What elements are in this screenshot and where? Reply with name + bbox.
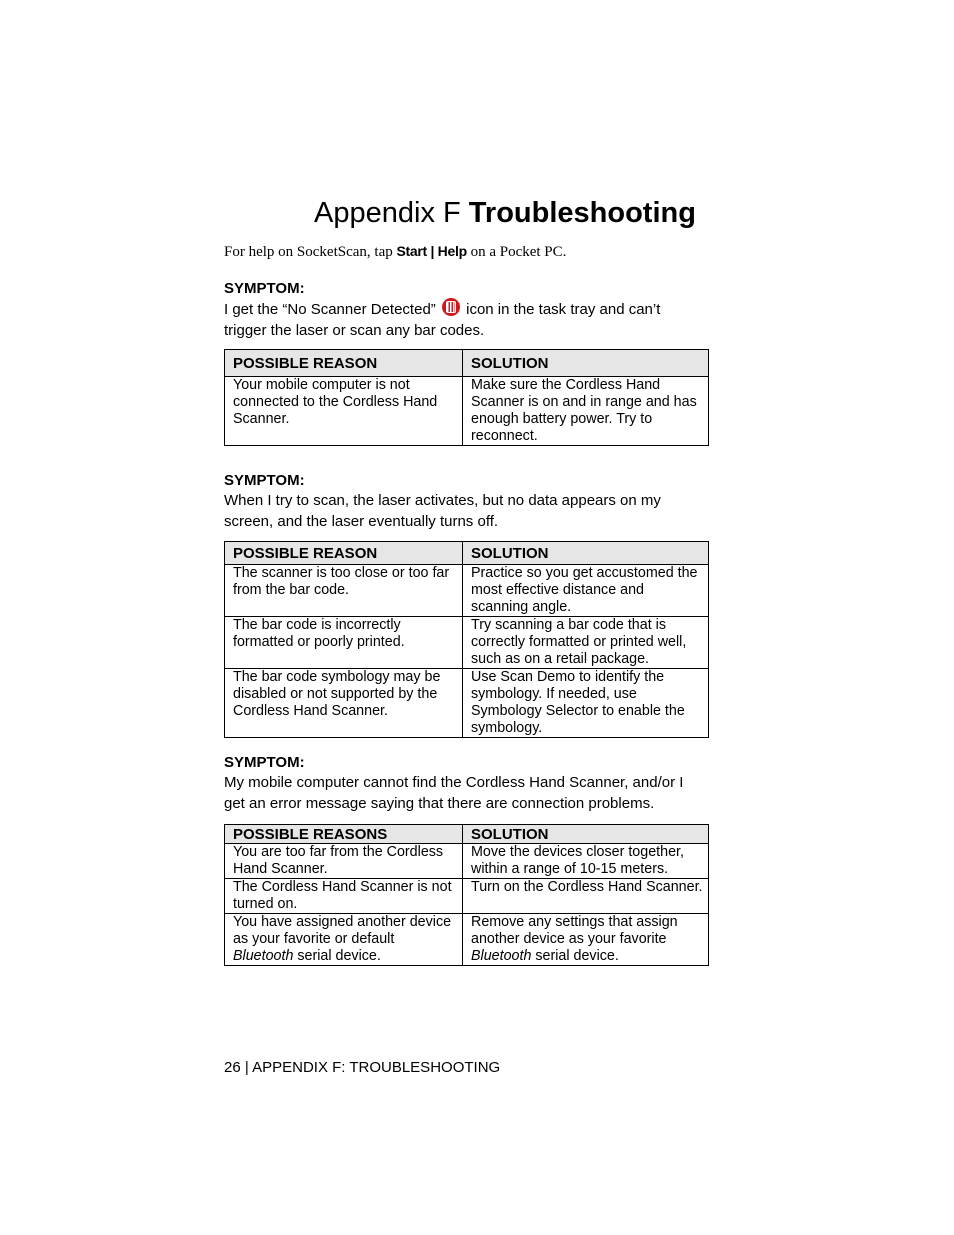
table-row	[225, 565, 709, 617]
solution-cell	[463, 914, 709, 966]
reason-cell: The bar code is incorrectly formatted or poorly printed.	[225, 617, 463, 669]
solution-cell: Try scanning a bar code that is correctly formatted or printed well, such as on a retail package.	[463, 617, 709, 669]
header-reason: POSSIBLE REASONS	[225, 825, 463, 844]
symptom-1-label: SYMPTOM:	[224, 280, 305, 297]
reason-cell: The bar code symbology may be disabled or not supported by the Cordless Hand Scanner.	[225, 669, 463, 738]
title-main: Troubleshooting	[468, 197, 696, 229]
symptom-2-label: SYMPTOM:	[224, 472, 305, 489]
symptom-1-text	[224, 298, 704, 341]
header-reason: POSSIBLE REASON	[225, 542, 463, 565]
reason-cell	[225, 914, 463, 966]
intro-keys: Start | Help	[396, 243, 467, 259]
page-footer: 26 | APPENDIX F: TROUBLESHOOTING	[224, 1059, 501, 1076]
symptom-2-table	[224, 541, 709, 738]
table-header-row	[225, 542, 709, 565]
reason-cell: You are too far from the Cordless Hand Scanner.	[225, 844, 463, 879]
symptom-3-text: My mobile computer cannot find the Cordless Hand Scanner, and/or I get an error message saying that there are connection problems.	[224, 774, 684, 812]
solution-cell: Use Scan Demo to identify the symbology. If needed, use Symbology Selector to enable the symbology.	[463, 669, 709, 738]
symptom-1-text-after: icon in the task tray and can’t trigger the laser or scan any bar codes.	[224, 301, 661, 339]
solution-italic-text: Bluetooth	[471, 948, 532, 964]
symptom-1-text-before: I get the “No Scanner Detected”	[224, 301, 436, 318]
header-solution: SOLUTION	[463, 542, 709, 565]
symptom-1-table	[224, 349, 709, 446]
reason-italic-text: Bluetooth	[233, 948, 294, 964]
solution-cell: Turn on the Cordless Hand Scanner.	[463, 879, 709, 914]
table-header-row	[225, 825, 709, 844]
symptom-2-text: When I try to scan, the laser activates, but no data appears on my screen, and the laser eventually turns off.	[224, 492, 661, 530]
reason-text: You have assigned another device as your favorite or default	[233, 914, 452, 947]
solution-text-end: serial device.	[531, 948, 619, 964]
table-row	[225, 377, 709, 446]
reason-cell: Your mobile computer is not connected to the Cordless Hand Scanner.	[225, 377, 463, 446]
table-row	[225, 879, 709, 914]
header-solution: SOLUTION	[463, 825, 709, 844]
header-reason: POSSIBLE REASON	[225, 350, 463, 377]
page-title	[0, 193, 954, 233]
solution-cell: Practice so you get accustomed the most effective distance and scanning angle.	[463, 565, 709, 617]
reason-cell: The Cordless Hand Scanner is not turned on.	[225, 879, 463, 914]
table-row	[225, 669, 709, 738]
table-row	[225, 617, 709, 669]
title-prefix: Appendix F	[314, 197, 461, 229]
reason-cell: The scanner is too close or too far from the bar code.	[225, 565, 463, 617]
intro-before: For help on SocketScan, tap	[224, 244, 397, 260]
intro-after: on a Pocket PC.	[466, 244, 567, 260]
table-row	[225, 844, 709, 879]
solution-cell: Move the devices closer together, within a range of 10-15 meters.	[463, 844, 709, 879]
symptom-3-table	[224, 824, 709, 966]
symptom-3-label: SYMPTOM:	[224, 754, 305, 771]
intro-text	[224, 241, 566, 262]
solution-cell: Make sure the Cordless Hand Scanner is on and in range and has enough battery power. Try to reconnect.	[463, 377, 709, 446]
table-header-row	[225, 350, 709, 377]
table-row	[225, 914, 709, 966]
no-scanner-detected-icon	[442, 298, 460, 316]
header-solution: SOLUTION	[463, 350, 709, 377]
reason-text-end: serial device.	[293, 948, 381, 964]
solution-text: Remove any settings that assign another device as your favorite	[471, 914, 678, 947]
